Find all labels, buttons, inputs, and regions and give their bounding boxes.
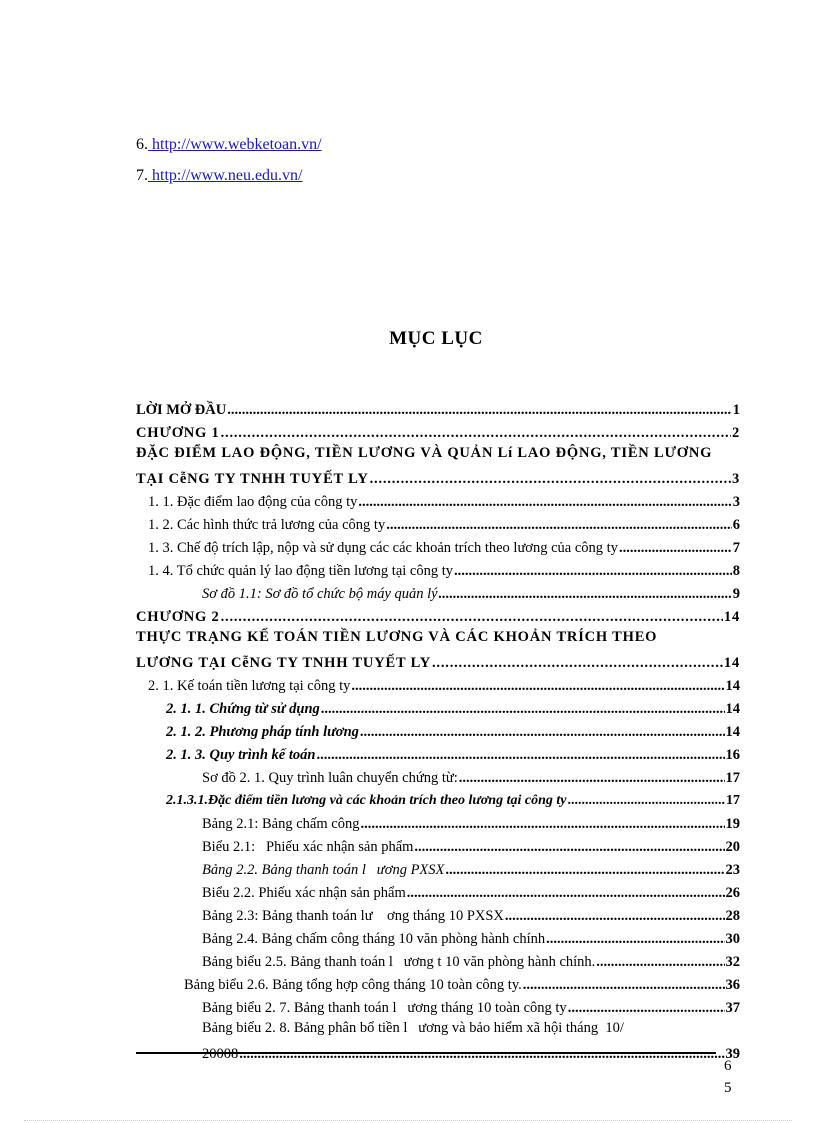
toc-leader bbox=[567, 791, 725, 811]
toc-entry[interactable] bbox=[136, 811, 740, 834]
toc-label: LỜI MỞ ĐẦU bbox=[136, 402, 227, 418]
toc-page: 3 bbox=[732, 494, 740, 510]
toc-leader bbox=[619, 538, 732, 558]
toc-page: 8 bbox=[732, 563, 740, 579]
table-of-contents bbox=[136, 397, 740, 1064]
footer-rule bbox=[136, 1052, 716, 1054]
reference-list bbox=[136, 135, 322, 197]
toc-title: MỤC LỤC bbox=[389, 328, 483, 349]
toc-leader bbox=[432, 653, 723, 673]
toc-label: Bảng 2.1: Bảng chấm công bbox=[202, 816, 360, 832]
toc-page: 3 bbox=[731, 471, 740, 487]
toc-leader bbox=[360, 814, 724, 834]
toc-entry[interactable] bbox=[136, 535, 740, 558]
toc-leader bbox=[459, 768, 725, 788]
toc-entry[interactable] bbox=[136, 995, 740, 1018]
toc-label: Biểu 2.1: Phiếu xác nhận sản phẩm bbox=[202, 839, 414, 855]
toc-page: 14 bbox=[725, 701, 740, 717]
toc-entry[interactable] bbox=[136, 880, 740, 903]
toc-leader bbox=[505, 906, 725, 926]
reference-link[interactable]: http://www.neu.edu.vn/ bbox=[148, 167, 303, 184]
toc-page: 39 bbox=[725, 1046, 740, 1062]
toc-entry[interactable] bbox=[136, 857, 740, 880]
reference-link[interactable]: http://www.webketoan.vn/ bbox=[148, 136, 322, 153]
toc-label: Bảng 2.3: Bảng thanh toán lư ơng tháng 10 PXSX bbox=[202, 908, 504, 924]
toc-entry[interactable] bbox=[136, 420, 740, 443]
toc-entry[interactable] bbox=[136, 512, 740, 535]
toc-label: LƯƠNG TẠI CễNG TY TNHH TUYẾT LY bbox=[136, 655, 431, 671]
page-number: 6 bbox=[724, 1058, 732, 1074]
toc-page: 30 bbox=[725, 931, 740, 947]
toc-entry[interactable] bbox=[136, 489, 740, 512]
toc-entry[interactable] bbox=[136, 926, 740, 949]
toc-leader bbox=[351, 676, 724, 696]
toc-leader bbox=[221, 423, 731, 443]
toc-entry[interactable] bbox=[136, 834, 740, 857]
toc-page: 14 bbox=[725, 724, 740, 740]
toc-leader bbox=[546, 929, 724, 949]
page-number: 5 bbox=[724, 1080, 732, 1096]
toc-page: 9 bbox=[732, 586, 740, 602]
toc-leader bbox=[239, 1044, 724, 1064]
toc-page: 7 bbox=[732, 540, 740, 556]
toc-label: 2. 1. 1. Chứng từ sử dụng bbox=[166, 701, 320, 717]
toc-page: 16 bbox=[725, 747, 740, 763]
toc-label: 2. 1. 3. Quy trình kế toán bbox=[166, 747, 316, 763]
toc-label: Bảng biểu 2.6. Bảng tổng hợp công tháng 10 toàn công ty. bbox=[184, 977, 522, 993]
toc-page: 2 bbox=[731, 425, 740, 441]
toc-entry[interactable] bbox=[136, 972, 740, 995]
toc-label: 1. 4. Tổ chức quản lý lao động tiền lương tại công ty bbox=[148, 563, 454, 579]
toc-leader bbox=[414, 837, 724, 857]
toc-label: 1. 1. Đặc điểm lao động của công ty bbox=[148, 494, 358, 510]
toc-entry[interactable] bbox=[136, 765, 740, 788]
toc-page: 36 bbox=[725, 977, 740, 993]
toc-leader bbox=[445, 860, 724, 880]
toc-leader bbox=[386, 515, 732, 535]
toc-leader bbox=[523, 975, 725, 995]
toc-leader bbox=[358, 492, 731, 512]
toc-entry[interactable] bbox=[136, 788, 740, 811]
toc-entry[interactable] bbox=[136, 397, 740, 420]
toc-wrap-line: Bảng biểu 2. 8. Bảng phân bổ tiền l ương và bảo hiểm xã hội tháng 10/ bbox=[202, 1020, 624, 1036]
toc-leader bbox=[360, 722, 725, 742]
toc-page: 23 bbox=[725, 862, 740, 878]
toc-page: 6 bbox=[732, 517, 740, 533]
toc-page: 26 bbox=[725, 885, 740, 901]
page-break-divider bbox=[24, 1120, 792, 1121]
reference-item bbox=[136, 135, 322, 166]
toc-page: 14 bbox=[723, 609, 740, 625]
toc-label: Bảng biểu 2.5. Bảng thanh toán l ương t 10 văn phòng hành chính. bbox=[202, 954, 596, 970]
reference-number: 7. bbox=[136, 167, 148, 184]
toc-label: Sơ đồ 1.1: Sơ đồ tổ chức bộ máy quản lý bbox=[202, 586, 438, 602]
toc-entry[interactable] bbox=[136, 581, 740, 604]
toc-label: CHƯƠNG 1 bbox=[136, 425, 220, 441]
toc-leader bbox=[568, 998, 725, 1018]
toc-page: 1 bbox=[732, 402, 740, 418]
toc-label: 1. 2. Các hình thức trả lương của công ty bbox=[148, 517, 386, 533]
toc-entry[interactable] bbox=[136, 650, 740, 673]
toc-label: Biểu 2.2. Phiếu xác nhận sản phẩm bbox=[202, 885, 406, 901]
toc-label: 2. 1. 2. Phương pháp tính lương bbox=[166, 724, 359, 740]
toc-label: 20008 bbox=[202, 1046, 239, 1062]
toc-entry[interactable] bbox=[136, 742, 740, 765]
toc-page: 17 bbox=[726, 793, 740, 808]
toc-label: 2.1.3.1.Đặc điểm tiền lương và các khoản trích theo lương tại công ty bbox=[166, 793, 567, 808]
toc-page: 37 bbox=[725, 1000, 740, 1016]
toc-page: 14 bbox=[723, 655, 740, 671]
toc-entry[interactable] bbox=[136, 903, 740, 926]
toc-label: CHƯƠNG 2 bbox=[136, 609, 220, 625]
toc-label: 2. 1. Kế toán tiền lương tại công ty bbox=[148, 678, 351, 694]
toc-entry[interactable] bbox=[136, 604, 740, 627]
toc-label: Bảng biểu 2. 7. Bảng thanh toán l ương tháng 10 toàn công ty bbox=[202, 1000, 567, 1016]
toc-leader bbox=[321, 699, 725, 719]
toc-page: 14 bbox=[725, 678, 740, 694]
toc-label: TẠI CễNG TY TNHH TUYẾT LY bbox=[136, 471, 369, 487]
toc-leader bbox=[439, 584, 732, 604]
toc-leader bbox=[221, 607, 723, 627]
toc-leader bbox=[227, 400, 732, 420]
toc-leader bbox=[370, 469, 731, 489]
toc-entry[interactable] bbox=[136, 673, 740, 696]
toc-entry[interactable] bbox=[136, 719, 740, 742]
toc-leader bbox=[407, 883, 725, 903]
toc-page: 32 bbox=[725, 954, 740, 970]
reference-item bbox=[136, 166, 322, 197]
toc-leader bbox=[454, 561, 732, 581]
toc-leader bbox=[596, 952, 724, 972]
toc-label: Sơ đồ 2. 1. Quy trình luân chuyển chứng từ: bbox=[202, 770, 458, 786]
toc-entry[interactable] bbox=[136, 558, 740, 581]
toc-label: Bảng 2.4. Bảng chấm công tháng 10 văn phòng hành chính bbox=[202, 931, 546, 947]
toc-entry[interactable] bbox=[136, 949, 740, 972]
toc-page: 20 bbox=[725, 839, 740, 855]
toc-entry[interactable] bbox=[136, 696, 740, 719]
toc-page: 28 bbox=[725, 908, 740, 924]
toc-leader bbox=[316, 745, 724, 765]
toc-entry[interactable] bbox=[136, 466, 740, 489]
toc-label: Bảng 2.2. Bảng thanh toán l ương PXSX bbox=[202, 862, 445, 878]
reference-number: 6. bbox=[136, 136, 148, 153]
toc-page: 19 bbox=[725, 816, 740, 832]
toc-wrap-line: THỰC TRẠNG KẾ TOÁN TIỀN LƯƠNG VÀ CÁC KHOẢN TRÍCH THEO bbox=[136, 629, 658, 645]
toc-wrap-line: ĐẶC ĐIỂM LAO ĐỘNG, TIỀN LƯƠNG VÀ QUẢN Lí LAO ĐỘNG, TIỀN LƯƠNG bbox=[136, 445, 713, 461]
toc-page: 17 bbox=[725, 770, 740, 786]
toc-label: 1. 3. Chế độ trích lập, nộp và sử dụng các các khoản trích theo lương của công ty bbox=[148, 540, 618, 556]
